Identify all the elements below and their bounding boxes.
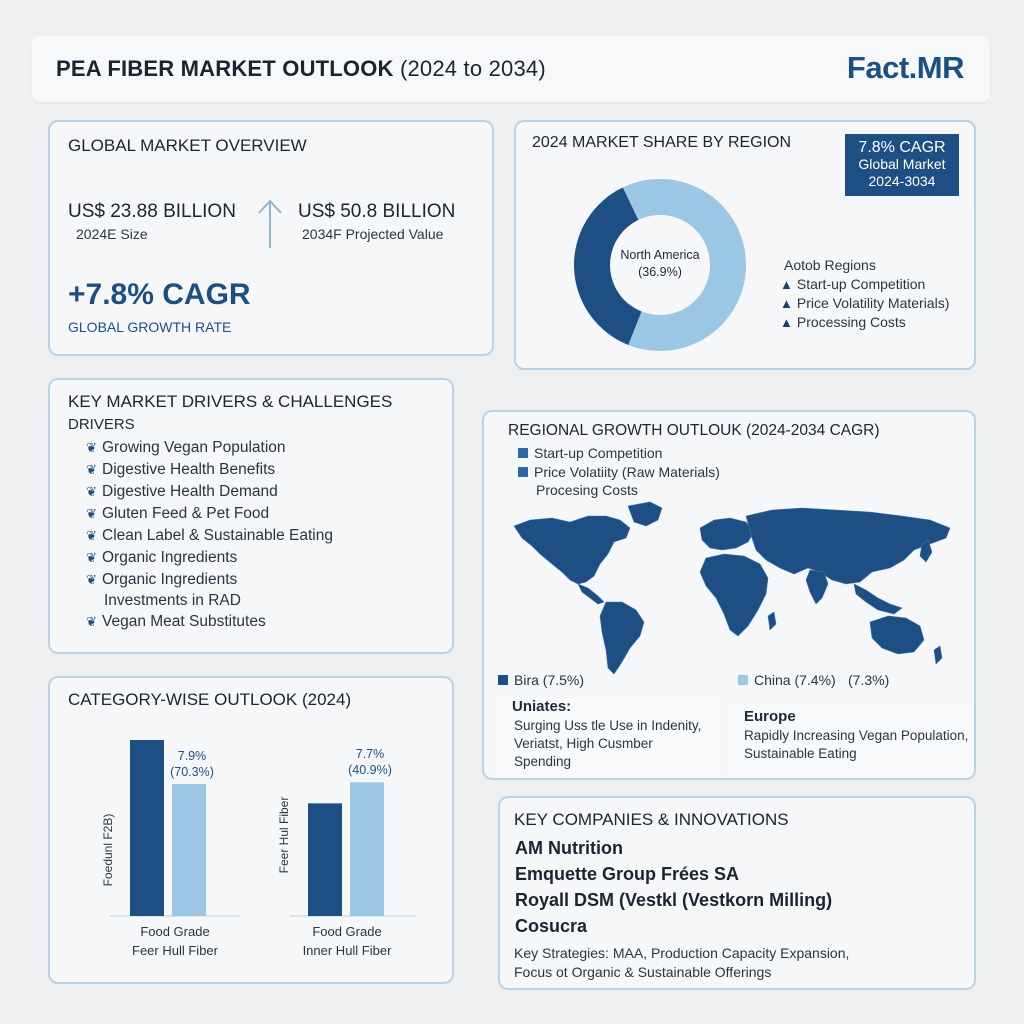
projected-value-text: US$ 50.8 BILLION (298, 201, 456, 222)
driver-label: Digestive Health Demand (102, 483, 278, 500)
legend-label: Procesing Costs (536, 482, 638, 498)
size-value-text: US$ 23.88 BILLION (68, 201, 236, 222)
category-chart-right (266, 730, 436, 970)
driver-item (86, 461, 275, 479)
drivers-subtitle: DRIVERS (68, 416, 135, 433)
donut-center-label: North America (620, 248, 700, 262)
bar-right-label: 7.7% (355, 747, 385, 762)
map-madagascar (768, 612, 776, 630)
company-name: Emquette Group Frées SA (515, 864, 740, 884)
warning-icon: ▲ (780, 277, 793, 292)
region-box-1-line: Veriatst, High Cusmber (514, 736, 653, 751)
regions-title: Aotob Regions (784, 257, 876, 273)
region-box-2-line: Sustainable Eating (744, 746, 857, 761)
size-label: 2024E Size (76, 226, 148, 242)
warning-icon: ▲ (780, 296, 793, 311)
driver-label: Digestive Health Benefits (102, 461, 276, 478)
risk-item (780, 276, 925, 292)
legend-label: Start-up Competition (534, 445, 663, 461)
left-x-label-2: Feer Hull Fiber (132, 943, 218, 958)
driver-item (86, 613, 266, 631)
region-box-1-line: Spending (514, 754, 572, 769)
driver-item (86, 483, 278, 501)
right-y-label: Feer Hul Fiber (277, 796, 291, 874)
region-box-2-title: Europe (744, 708, 796, 725)
share-title: 2024 MARKET SHARE BY REGION (532, 134, 792, 151)
category-title (68, 690, 351, 710)
driver-label: Clean Label & Sustainable Eating (102, 527, 333, 544)
map-greenland (628, 502, 662, 526)
regional-legend-item (518, 445, 662, 461)
leaf-icon: ❦ (86, 484, 97, 499)
region-box-2-line: Rapidly Increasing Vegan Population, (744, 728, 969, 743)
map-africa (700, 554, 768, 636)
map-india (806, 570, 828, 604)
risk-item (780, 295, 949, 311)
companies-title: KEY COMPANIES & INNOVATIONS (514, 810, 789, 829)
bar-left-label: 7.9% (177, 749, 207, 763)
legend-swatch (498, 675, 508, 685)
strategy-line: Key Strategies: MAA, Production Capacity Expansion, (514, 945, 850, 961)
risk-label: Price Volatility Materials) (796, 295, 950, 311)
donut-chart (570, 175, 750, 355)
right-x-label-1: Food Grade (312, 924, 382, 939)
driver-item (86, 549, 237, 567)
map-new-zealand (934, 646, 942, 664)
map-legend-extra: (7.3%) (848, 672, 890, 688)
regional-legend-item (518, 464, 720, 480)
map-central-america (578, 584, 604, 604)
map-asia (746, 508, 950, 584)
legend-label: China (7.4%) (754, 672, 836, 688)
region-box-1-title: Uniates: (512, 698, 572, 715)
bar-right-dark (308, 803, 342, 916)
cagr-value: +7.8% CAGR (68, 278, 251, 311)
regional-title: REGIONAL GROWTH OUTLOUK (2024-2034 CAGR) (508, 422, 880, 439)
size-value (68, 201, 236, 223)
left-x-label-1: Food Grade (140, 924, 210, 939)
driver-label: Organic Ingredients (102, 549, 238, 566)
risk-label: Processing Costs (796, 314, 906, 330)
bar-left-light (172, 784, 206, 916)
warning-icon: ▲ (780, 315, 793, 330)
map-europe (700, 518, 754, 550)
leaf-icon: ❦ (86, 462, 97, 477)
bar-left-dark (130, 740, 164, 916)
drivers-title: KEY MARKET DRIVERS & CHALLENGES (68, 392, 393, 411)
leaf-icon: ❦ (86, 440, 97, 455)
factmr-logo[interactable]: Fact.MR (846, 50, 964, 85)
map-australia (870, 616, 924, 654)
bar-right-sublabel: (40.9%) (348, 763, 392, 778)
world-map (510, 498, 956, 678)
badge-line-3: 2024-3034 (868, 173, 936, 189)
left-y-label: Foedunl F2B) (101, 813, 115, 887)
cagr-badge (845, 134, 959, 196)
map-south-america (600, 602, 644, 674)
leaf-icon: ❦ (86, 572, 97, 587)
map-southeast-asia (854, 584, 902, 614)
driver-label: Growing Vegan Population (102, 439, 286, 456)
driver-label: Vegan Meat Substitutes (102, 613, 266, 630)
driver-continuation: Investments in RAD (104, 592, 241, 609)
title-years: (2024 to 2034) (399, 56, 546, 81)
badge-line-1: 7.8% CAGR (858, 139, 946, 156)
donut-center-value: (36.9%) (638, 265, 682, 279)
company-name: Cosucra (515, 916, 588, 936)
map-legend-item (498, 672, 584, 688)
leaf-icon: ❦ (86, 528, 97, 543)
projected-label: 2034F Projected Value (302, 226, 444, 242)
header-bar (32, 36, 990, 102)
projected-value (298, 201, 455, 223)
donut-slice-north-america (574, 187, 642, 345)
category-title-year: (2024) (301, 690, 352, 709)
company-name: Royall DSM (Vestkl (Vestkorn Milling) (515, 890, 833, 910)
driver-label: Gluten Feed & Pet Food (102, 505, 270, 522)
driver-item (86, 505, 269, 523)
leaf-icon: ❦ (86, 550, 97, 565)
leaf-icon: ❦ (86, 506, 97, 521)
legend-label: Price Volatiity (Raw Materials) (534, 464, 720, 480)
title-main: PEA FIBER MARKET OUTLOOK (56, 56, 394, 81)
category-title-text: CATEGORY-WISE OUTLOOK (68, 690, 298, 709)
badge-line-2: Global Market (858, 156, 946, 172)
leaf-icon: ❦ (86, 614, 97, 629)
risk-item (780, 314, 906, 330)
strategy-line: Focus ot Organic & Sustainable Offerings (514, 964, 772, 980)
region-box-1-line: Surging Uss tle Use in Indenity, (514, 718, 702, 733)
legend-swatch (738, 675, 748, 685)
overview-title: GLOBAL MARKET OVERVIEW (68, 136, 307, 155)
legend-swatch (518, 448, 528, 458)
risk-label: Start-up Competition (796, 276, 926, 292)
bar-left-sublabel: (70.3%) (170, 765, 214, 779)
driver-item (86, 439, 286, 457)
cagr-label: GLOBAL GROWTH RATE (68, 319, 232, 335)
legend-label: Bira (7.5%) (514, 672, 585, 688)
driver-item (86, 527, 333, 545)
driver-item (86, 571, 237, 589)
bar-right-light (350, 782, 384, 916)
right-x-label-2: Inner Hull Fiber (302, 943, 392, 958)
category-chart-left (90, 730, 260, 970)
map-legend-item (738, 672, 836, 688)
driver-label: Organic Ingredients (102, 571, 238, 588)
arrow-up-icon (256, 196, 284, 250)
company-name: AM Nutrition (515, 838, 623, 858)
legend-swatch (518, 467, 528, 477)
map-north-america (514, 516, 630, 584)
page-title (56, 56, 546, 82)
regional-legend-item (536, 482, 638, 498)
